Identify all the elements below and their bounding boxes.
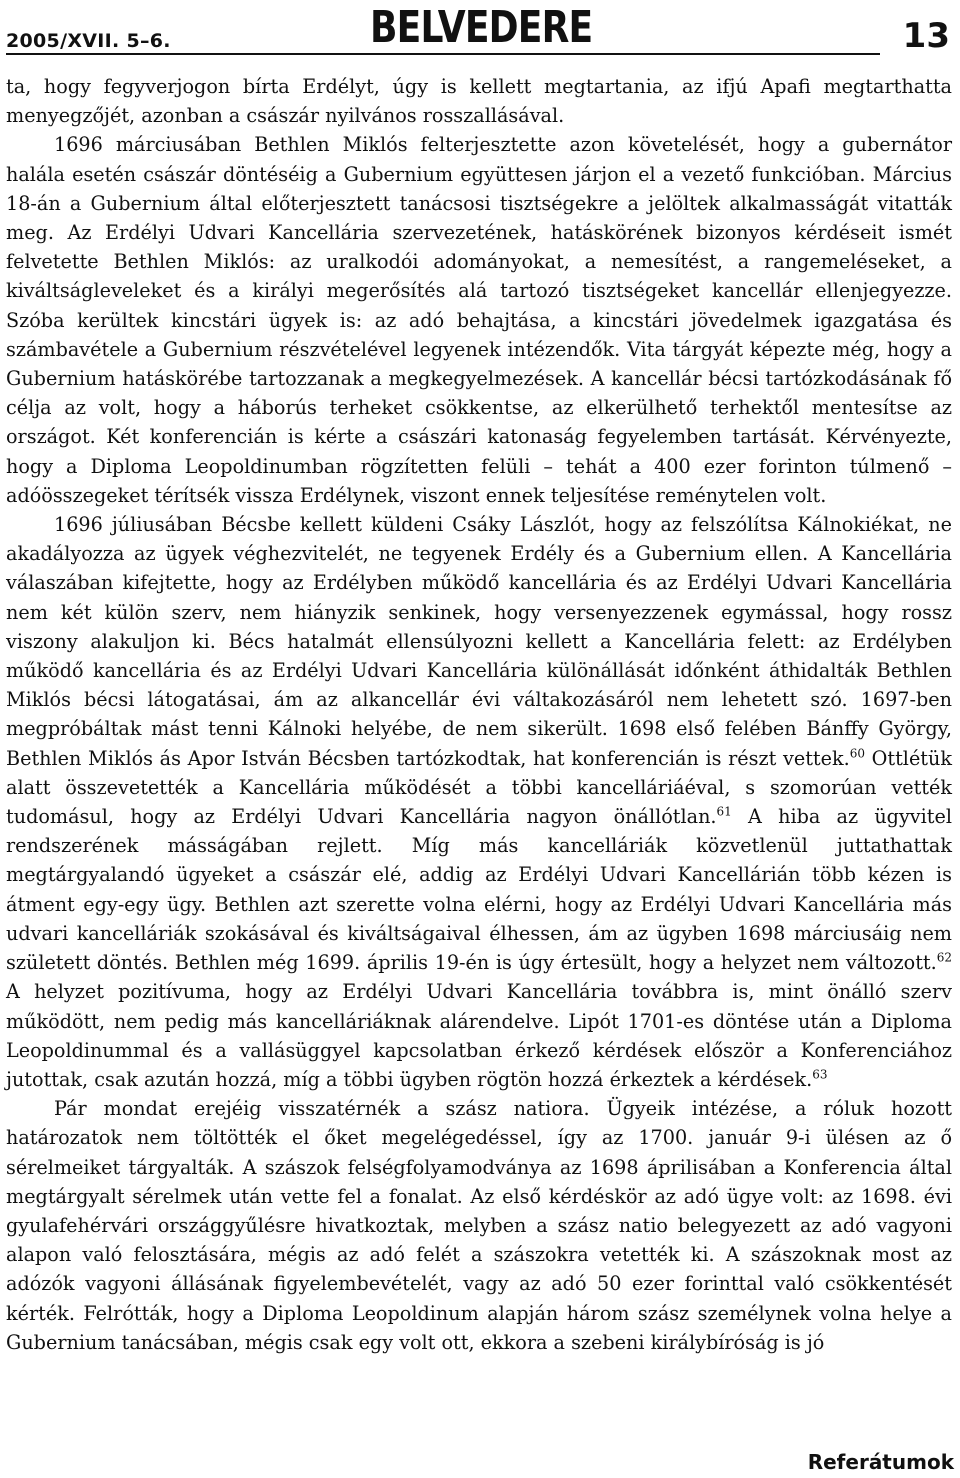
page-header — [6, 2, 954, 56]
paragraph — [6, 130, 952, 510]
paragraph-text: ta, hogy fegyverjogon bírta Erdélyt, úgy is kellett megtartania, az ifjú Apafi megtarthatta menyegzőjét, azonban a császár nyilvános rosszallásával. — [6, 75, 952, 128]
page-number: 13 — [902, 16, 950, 56]
footnote-marker: 60 — [849, 746, 865, 761]
journal-logo: BELVEDERE — [370, 2, 593, 53]
article-body — [6, 72, 952, 1357]
paragraph-text: A hiba az ügyvitel rendszerének másságában rejlett. Míg más kancelláriák közvetlenül juttathattak megtárgyalandó ügyeket a császár elé, addig az Erdélyi Udvari Kancellárián több kézen is átment egy-egy ügy. Bethlen azt szerette volna elérni, hogy az Erdélyi Udvari Kancellária más udvari kancelláriák szokásával és kiváltságaival élhessen, ám az ügyben 1698 márciusáig nem született döntés. Bethlen még 1699. április 19-én is úgy értesült, hogy a helyzet nem változott. — [6, 805, 952, 975]
paragraph-text: Ottlétük alatt összevetették a Kancellária működését a többi kancelláriáéval, s szomorúan vették tudomásul, hogy az Erdélyi Udvari Kancellária nagyon önállótlan. — [6, 746, 952, 829]
footnote-marker: 63 — [812, 1067, 828, 1082]
header-rule — [6, 53, 880, 55]
footnote-marker: 62 — [936, 950, 952, 965]
section-footer: Referátumok — [807, 1450, 954, 1474]
paragraph — [6, 72, 952, 130]
footnote-marker: 61 — [716, 804, 732, 819]
paragraph-text: A helyzet pozitívuma, hogy az Erdélyi Udvari Kancellária továbbra is, mint önálló szerv működött, nem pedig más kancelláriáknak alárendelve. Lipót 1701-es döntése után a Diploma Leopoldinummal és a vallásüggyel kapcsolatban érkező kérdések először a Konferenciához jutottak, csak azután hozzá, míg a többi ügyben rögtön hozzá érkeztek a kérdések. — [6, 980, 952, 1091]
issue-number: 2005/XVII. 5–6. — [6, 30, 171, 52]
paragraph-text: 1696 márciusában Bethlen Miklós felterjesztette azon követelését, hogy a gubernátor halála esetén császár döntéséig a Gubernium együttesen járjon el a vezető funkcióban. Március 18-án a Gubernium által előterjesztett tanácsosi tisztségekre a jelöltek alkalmasságát vitatták meg. Az Erdélyi Udvari Kancellária szervezetének, hatáskörének bizonyos kérdéseit ismét felvetette Bethlen Miklós: az uralkodói adományokat, a nemesítést, a rangemeléseket, a kiváltságleveleket és a királyi megerősítés alá tartozó tisztségeket kancellár ellenjegyezze. Szóba kerültek kincstári ügyek is: az adó behajtása, a kincstári jövedelmek igazgatása és számbavétele a Gubernium részvételével legyenek intézendők. Vita tárgyát képezte még, hogy a Gubernium hatáskörébe tartozzanak a megkegyelmezések. A kancellár bécsi tartózkodásának fő célja az volt, hogy a háborús terheket csökkentse, az elkerülhető terhektől mentesítse az országot. Két konferencián is kérte a császári katonaság fegyelemben tartását. Kérvényezte, hogy a Diploma Leopoldinumban rögzítetten felüli – tehát a 400 ezer forinton túlmenő – adóösszegeket térítsék vissza Erdélynek, viszont ennek teljesítése reménytelen volt. — [6, 133, 952, 507]
paragraph — [6, 1094, 952, 1357]
paragraph-text: 1696 júliusában Bécsbe kellett küldeni Csáky Lászlót, hogy az felszólítsa Kálnokiékat, ne akadályozza az ügyek véghezvitelét, ne tegyenek Erdély és a Gubernium ellen. A Kancellária válaszában kifejtette, hogy az Erdélyben működő kancellária és az Erdélyi Udvari Kancellária nem két külön szerv, nem hiányzik senkinek, hogy versenyezzenek egymással, hogy rossz viszony alakuljon ki. Bécs hatalmát ellensúlyozni kellett a Kancellária felett: az Erdélyben működő kancellária és az Erdélyi Udvari Kancellária különállását időnként áthidalták Bethlen Miklós bécsi látogatásai, ám az alkancellár évi váltakozásáról nem lehetett szó. 1697-ben megpróbáltak mást tenni Kálnoki helyébe, de nem sikerült. 1698 első felében Bánffy György, Bethlen Miklós ás Apor István Bécsben tartózkodtak, hat konferencián is részt vettek. — [6, 513, 952, 770]
paragraph — [6, 510, 952, 1094]
paragraph-text: Pár mondat erejéig visszatérnék a szász natiora. Ügyeik intézése, a róluk hozott határozatok nem töltötték el őket megelégedéssel, így az 1700. január 9-i ülésen az ő sérelmeiket tárgyalták. A szászok felségfolyamodványa az 1698 áprilisában a Konferencia által megtárgyalt sérelmek után vette fel a fonalat. Az első kérdéskör az adó ügye volt: az 1698. évi gyulafehérvári országgyűlésre hivatkoztak, melyben a szász natio belegyezett az adó vagyoni alapon való felosztására, mégis az adó felét a szászokra vetették ki. A szászoknak most az adózók vagyoni állásának figyelembevételét, vagy az adó 50 ezer forinttal való csökkentését kérték. Felrótták, hogy a Diploma Leopoldinum alapján három szász személynek volna helye a Gubernium tanácsában, mégis csak egy volt ott, ekkora a szebeni királybíróság is jó — [6, 1097, 952, 1354]
